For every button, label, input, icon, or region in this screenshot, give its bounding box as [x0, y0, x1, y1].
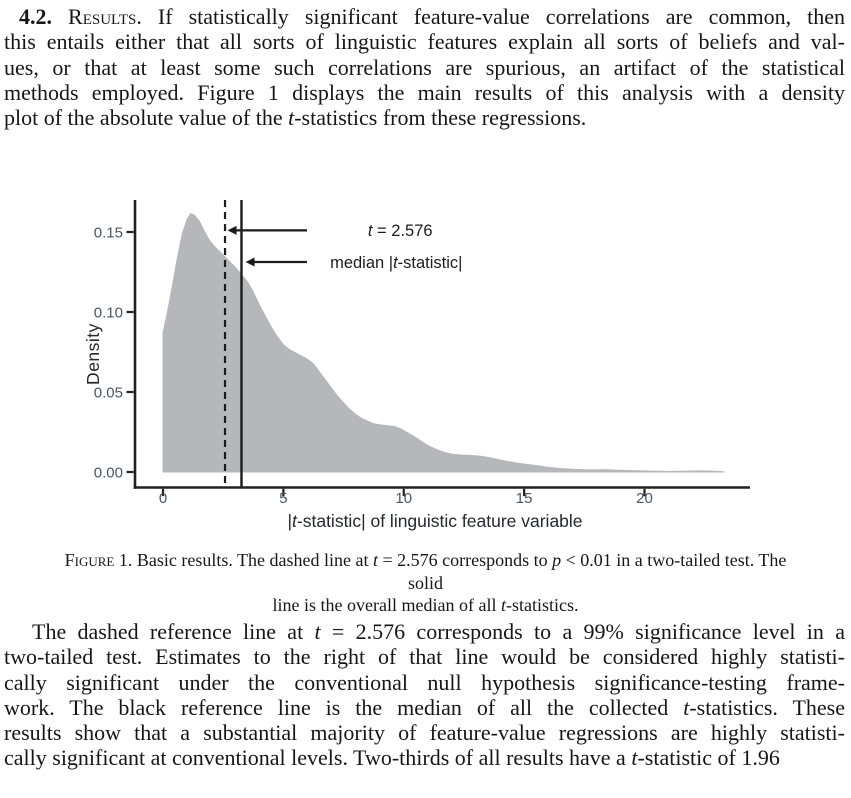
y-tick-label: 0.00 — [93, 464, 123, 482]
y-axis-title: Density — [83, 323, 103, 385]
y-tick-label: 0.10 — [93, 304, 123, 322]
text-line: 4.2. Results. If statistically significant feature-value correlations are common, then — [19, 4, 845, 29]
text-line: cally significant at conventional levels. Two-thirds of all results have a t-statistic of 1.96 — [4, 745, 780, 771]
y-tick-label: 0.15 — [93, 224, 123, 242]
x-tick-label: 20 — [636, 490, 653, 507]
y-tick-label: 0.05 — [93, 384, 123, 402]
text-segment-sc: Results — [68, 4, 137, 29]
x-tick-label: 15 — [515, 490, 533, 507]
text-line: line is the overall median of all t-statistics. — [272, 595, 579, 615]
text-line: work. The black reference line is the median of all the collected t-statistics. These — [4, 694, 845, 720]
text-segment-i: t — [631, 745, 638, 771]
figure-1-caption — [60, 549, 791, 617]
x-tick-label: 5 — [279, 490, 288, 507]
text-segment-i: t — [500, 595, 506, 615]
text-line: ues, or that at least some such correlations are spurious, an artifact of the statistical — [4, 54, 845, 80]
x-tick-label: 0 — [158, 490, 168, 507]
text-line: Figure 1. Basic results. The dashed line at t = 2.576 corresponds to p < 0.01 in a two-tailed test. The solid — [64, 550, 787, 593]
annotation-arrowhead — [228, 226, 237, 235]
text-line: two-tailed test. Estimates to the right of that line would be considered highly statisti- — [4, 644, 845, 670]
text-line: The dashed reference line at t = 2.576 corresponds to a 99% significance level in a — [32, 619, 845, 644]
paragraph-results-discussion — [4, 619, 845, 771]
text-line: cally significant under the conventional null hypothesis significance-testing frame- — [4, 669, 845, 695]
text-line: plot of the absolute value of the t-statistics from these regressions. — [4, 105, 587, 131]
text-line: this entails either that all sorts of linguistic features explain all sorts of beliefs and val- — [4, 29, 845, 55]
text-segment-b: 4.2. — [19, 4, 52, 29]
annotation-label: median |t-statistic| — [330, 254, 463, 272]
text-line: results show that a substantial majority of feature-value regressions are highly statisti- — [4, 720, 845, 746]
x-axis-title: |t-statistic| of linguistic feature variable — [287, 511, 583, 531]
annotation-arrowhead — [246, 258, 255, 267]
text-line: methods employed. Figure 1 displays the main results of this analysis with a density — [4, 79, 845, 105]
text-segment-i: p — [552, 550, 562, 570]
x-tick-label: 10 — [395, 490, 413, 507]
text-segment-i: t — [683, 694, 690, 720]
text-segment-i: t — [372, 550, 378, 570]
text-segment-i: t — [314, 619, 321, 644]
annotation-label: t = 2.576 — [367, 222, 433, 240]
text-segment-sc: Figure — [64, 550, 115, 570]
text-segment-i: t — [288, 105, 295, 131]
density-area — [163, 214, 724, 472]
